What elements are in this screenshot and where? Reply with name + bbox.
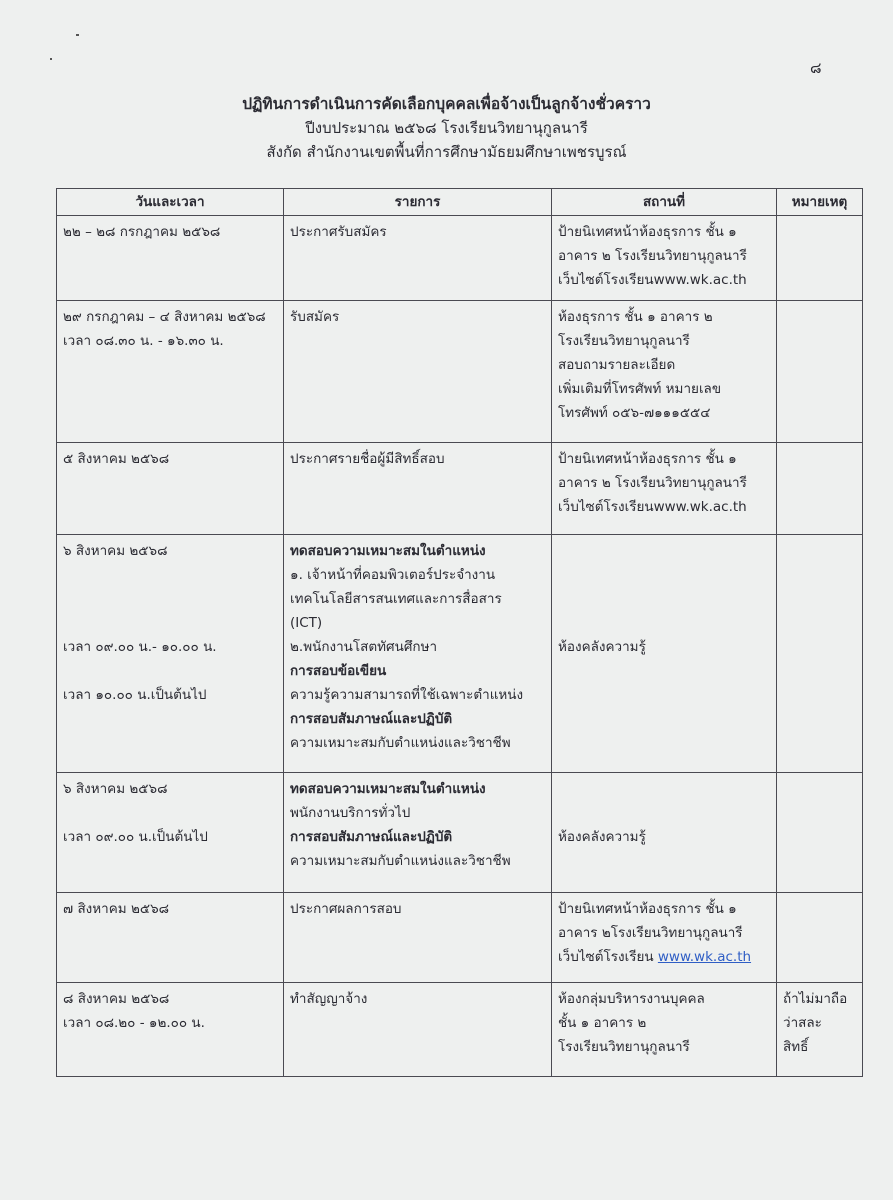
place-text: ห้องคลังความรู้ bbox=[558, 829, 646, 845]
spacer bbox=[558, 777, 770, 825]
date-cell bbox=[57, 983, 284, 1077]
item-cell bbox=[284, 773, 552, 893]
website-line bbox=[558, 945, 770, 969]
position-text: เทคโนโลยีสารสนเทศและการสื่อสาร bbox=[290, 591, 502, 607]
place-cell bbox=[552, 443, 777, 535]
item-cell bbox=[284, 535, 552, 773]
position-text: ๑. เจ้าหน้าที่คอมพิวเตอร์ประจำงาน bbox=[290, 567, 496, 583]
date-cell bbox=[57, 301, 284, 443]
note-text: ว่าสละ bbox=[783, 1015, 822, 1031]
place-cell bbox=[552, 535, 777, 773]
place-text: ป้ายนิเทศหน้าห้องธุรการ ชั้น ๑ bbox=[558, 901, 737, 917]
table-row bbox=[57, 983, 863, 1077]
spacer bbox=[558, 611, 770, 635]
spacer bbox=[63, 659, 277, 683]
place-text: ห้องคลังความรู้ bbox=[558, 639, 646, 655]
column-header-place: สถานที่ bbox=[552, 189, 777, 216]
table-row bbox=[57, 443, 863, 535]
table-row bbox=[57, 301, 863, 443]
item-text: ทำสัญญาจ้าง bbox=[290, 991, 368, 1007]
table-row bbox=[57, 773, 863, 893]
date-cell bbox=[57, 443, 284, 535]
item-cell bbox=[284, 216, 552, 301]
place-cell bbox=[552, 773, 777, 893]
item-title: ทดสอบความเหมาะสมในตำแหน่ง bbox=[290, 543, 486, 559]
spacer bbox=[63, 801, 277, 825]
date-cell bbox=[57, 535, 284, 773]
place-cell bbox=[552, 301, 777, 443]
note-cell bbox=[777, 301, 863, 443]
note-text: ถ้าไม่มาถือ bbox=[783, 991, 848, 1007]
place-cell bbox=[552, 983, 777, 1077]
date-text: ๒๙ กรกฎาคม – ๔ สิงหาคม ๒๕๖๘ bbox=[63, 309, 266, 325]
date-text: ๘ สิงหาคม ๒๕๖๘ bbox=[63, 991, 170, 1007]
place-text: ชั้น ๑ อาคาร ๒ bbox=[558, 1015, 647, 1031]
note-text: สิทธิ์ bbox=[783, 1039, 809, 1055]
item-cell bbox=[284, 443, 552, 535]
position-text: (ICT) bbox=[290, 615, 323, 631]
table-row bbox=[57, 216, 863, 301]
date-text: ๖ สิงหาคม ๒๕๖๘ bbox=[63, 781, 168, 797]
time-text: เวลา ๐๘.๓๐ น. - ๑๖.๓๐ น. bbox=[63, 333, 224, 349]
spacer bbox=[63, 563, 277, 635]
time-text: เวลา ๐๙.๐๐ น.- ๑๐.๐๐ น. bbox=[63, 639, 217, 655]
date-text: ๒๒ – ๒๘ กรกฎาคม ๒๕๖๘ bbox=[63, 224, 221, 240]
time-text: เวลา ๑๐.๐๐ น.เป็นต้นไป bbox=[63, 687, 207, 703]
date-text: ๖ สิงหาคม ๒๕๖๘ bbox=[63, 543, 168, 559]
place-text: โรงเรียนวิทยานุกูลนารี bbox=[558, 333, 690, 349]
table-header-row bbox=[57, 189, 863, 216]
note-cell bbox=[777, 773, 863, 893]
position-text: พนักงานบริการทั่วไป bbox=[290, 805, 411, 821]
date-text: ๕ สิงหาคม ๒๕๖๘ bbox=[63, 451, 170, 467]
place-text: อาคาร ๒ โรงเรียนวิทยานุกูลนารี bbox=[558, 475, 747, 491]
item-text: ประกาศรายชื่อผู้มีสิทธิ์สอบ bbox=[290, 451, 445, 467]
note-cell bbox=[777, 216, 863, 301]
scan-speck bbox=[76, 34, 79, 36]
website-prefix: เว็บไซต์โรงเรียน bbox=[558, 949, 658, 965]
interview-desc: ความเหมาะสมกับตำแหน่งและวิชาชีพ bbox=[290, 735, 511, 751]
place-cell bbox=[552, 216, 777, 301]
item-text: รับสมัคร bbox=[290, 309, 340, 325]
position-text: ๒.พนักงานโสตทัศนศึกษา bbox=[290, 639, 438, 655]
place-text: โทรศัพท์ ๐๕๖-๗๑๑๑๕๕๔ bbox=[558, 405, 711, 421]
place-text: ป้ายนิเทศหน้าห้องธุรการ ชั้น ๑ bbox=[558, 224, 737, 240]
schedule-table bbox=[56, 188, 863, 1077]
table-row bbox=[57, 893, 863, 983]
document-subtitle: ปีงบประมาณ ๒๕๖๘ โรงเรียนวิทยานุกูลนารี bbox=[305, 119, 588, 137]
place-text: อาคาร ๒ โรงเรียนวิทยานุกูลนารี bbox=[558, 248, 747, 264]
interview-desc: ความเหมาะสมกับตำแหน่งและวิชาชีพ bbox=[290, 853, 511, 869]
item-cell bbox=[284, 893, 552, 983]
place-text: โรงเรียนวิทยานุกูลนารี bbox=[558, 1039, 690, 1055]
column-header-date: วันและเวลา bbox=[57, 189, 284, 216]
interview-label: การสอบสัมภาษณ์และปฏิบัติ bbox=[290, 829, 453, 845]
note-cell bbox=[777, 443, 863, 535]
time-text: เวลา ๐๙.๐๐ น.เป็นต้นไป bbox=[63, 829, 208, 845]
place-text: ป้ายนิเทศหน้าห้องธุรการ ชั้น ๑ bbox=[558, 451, 737, 467]
time-text: เวลา ๐๘.๒๐ - ๑๒.๐๐ น. bbox=[63, 1015, 205, 1031]
website-link[interactable]: www.wk.ac.th bbox=[657, 949, 752, 965]
date-cell bbox=[57, 893, 284, 983]
document-affiliation: สังกัด สำนักงานเขตพื้นที่การศึกษามัธยมศึกษาเพชรบูรณ์ bbox=[266, 143, 627, 161]
interview-label: การสอบสัมภาษณ์และปฏิบัติ bbox=[290, 711, 453, 727]
column-header-item: รายการ bbox=[284, 189, 552, 216]
place-text: เว็บไซต์โรงเรียนwww.wk.ac.th bbox=[558, 272, 747, 288]
scan-speck bbox=[50, 58, 52, 60]
date-cell bbox=[57, 773, 284, 893]
place-text: ห้องกลุ่มบริหารงานบุคคล bbox=[558, 991, 705, 1007]
item-cell bbox=[284, 301, 552, 443]
date-text: ๗ สิงหาคม ๒๕๖๘ bbox=[63, 901, 170, 917]
item-title: ทดสอบความเหมาะสมในตำแหน่ง bbox=[290, 781, 486, 797]
document-header bbox=[0, 92, 893, 164]
place-text: อาคาร ๒โรงเรียนวิทยานุกูลนารี bbox=[558, 925, 743, 941]
page-number: ๘ bbox=[810, 59, 822, 77]
date-cell bbox=[57, 216, 284, 301]
place-text: ห้องธุรการ ชั้น ๑ อาคาร ๒ bbox=[558, 309, 713, 325]
spacer bbox=[558, 539, 770, 611]
written-exam-label: การสอบข้อเขียน bbox=[290, 663, 387, 679]
item-text: ประกาศผลการสอบ bbox=[290, 901, 402, 917]
place-text: เพิ่มเติมที่โทรศัพท์ หมายเลข bbox=[558, 381, 722, 397]
place-text: สอบถามรายละเอียด bbox=[558, 357, 676, 373]
item-cell bbox=[284, 983, 552, 1077]
table-row bbox=[57, 535, 863, 773]
column-header-note: หมายเหตุ bbox=[777, 189, 863, 216]
document-title: ปฏิทินการดำเนินการคัดเลือกบุคคลเพื่อจ้างเป็นลูกจ้างชั่วคราว bbox=[242, 95, 651, 113]
written-exam-desc: ความรู้ความสามารถที่ใช้เฉพาะตำแหน่ง bbox=[290, 687, 524, 703]
note-cell bbox=[777, 983, 863, 1077]
note-cell bbox=[777, 535, 863, 773]
place-text: เว็บไซต์โรงเรียนwww.wk.ac.th bbox=[558, 499, 747, 515]
item-text: ประกาศรับสมัคร bbox=[290, 224, 387, 240]
place-cell bbox=[552, 893, 777, 983]
note-cell bbox=[777, 893, 863, 983]
